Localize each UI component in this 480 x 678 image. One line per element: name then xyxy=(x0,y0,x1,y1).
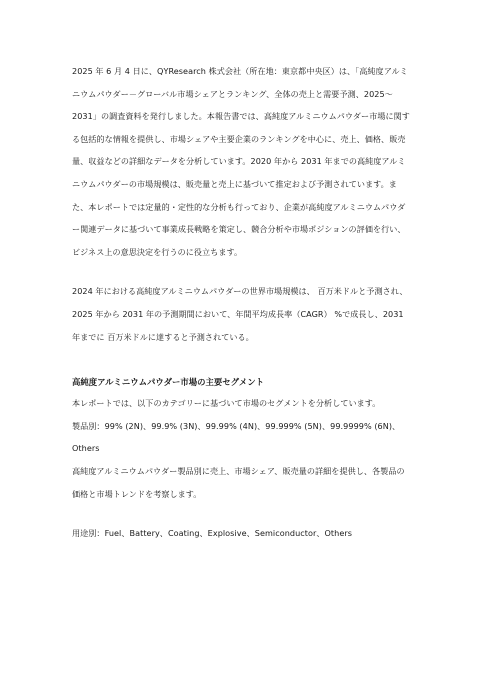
applications: 用途別：Fuel、Battery、Coating、Explosive、Semiconductor、Others xyxy=(72,528,353,539)
product-types: 製品別：99% (2N)、99.9% (3N)、99.99% (4N)、99.999% (5N)、99.9999% (6N)、Others xyxy=(72,420,401,454)
segment-intro: 本レポートでは、以下のカテゴリーに基づいて市場のセグメントを分析しています。 xyxy=(72,398,381,409)
document-body xyxy=(72,60,412,545)
product-detail: 高純度アルミニウムパウダー製品別に売上、市場シェア、販売量の詳細を提供し、各製品の価格と市場トレンドを考察します。 xyxy=(72,465,405,499)
market-size-paragraph: 2024 年における高純度アルミニウムパウダーの世界市場規模は、 百万米ドルと予測され、2025 年から 2031 年の予測期間において、年間平均成長率（CAGR） %で成長し、2031 年までに 百万米ドルに達すると予測されている。 xyxy=(72,286,408,342)
segment-heading: 高純度アルミニウムパウダー市場の主要セグメント xyxy=(72,377,265,388)
intro-paragraph: 2025 年 6 月 4 日に、QYResearch 株式会社（所在地：東京都中央区）は、「高純度アルミニウムパウダー－グローバル市場シェアとランキング、全体の売上と需要予測、2025～2031」の調査資料を発行しました。本報告書では、高純度アルミニウムパウダー市場に関する包括的な情報を提供し、市場シェアや主要企業のランキングを中心に、売上、価格、販売量、収益などの詳細なデータを分析しています。2020 年から 2031 年までの高純度アルミニウムパウダーの市場規模は、販売量と売上に基づいて推定および予測されています。また、本レポートでは定量的・定性的な分析も行っており、企業が高純度アルミニウムパウダー関連データに基づいて事業成長戦略を策定し、競合分析や市場ポジションの評価を行い、ビジネス上の意思決定を行うのに役立ちます。 xyxy=(72,66,410,257)
